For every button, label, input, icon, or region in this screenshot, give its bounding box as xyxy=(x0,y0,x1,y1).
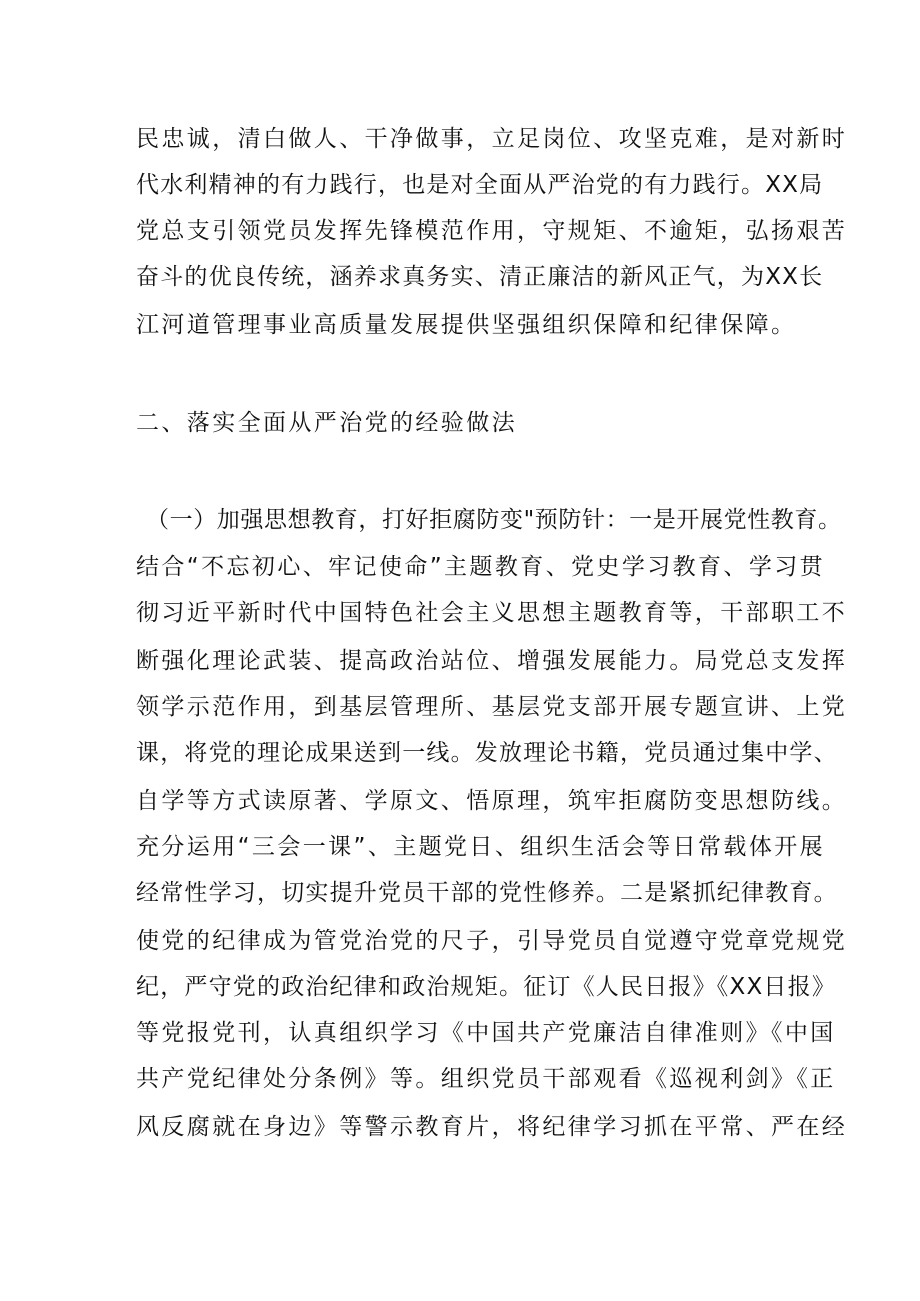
paragraph2-line: 自学等方式读原著、学原文、悟原理，筑牢拒腐防变思想防线。 xyxy=(136,788,848,814)
paragraph2-line: 使党的纪律成为管党治党的尺子，引导党员自觉遵守党章党规党 xyxy=(136,928,848,954)
paragraph2-line: （一）加强思想教育，打好拒腐防变"预防针：一是开展党性教育。 xyxy=(146,507,842,533)
paragraph2-line: 结合“不忘初心、牢记使命”主题教育、党史学习教育、学习贯 xyxy=(136,554,826,580)
paragraph2-line: 共产党纪律处分条例》等。组织党员干部观看《巡视利剑》《正 xyxy=(136,1066,836,1092)
paragraph2-line: 充分运用“三会一课”、主题党日、组织生活会等日常载体开展 xyxy=(136,834,826,860)
paragraph1-line: 党总支引领党员发挥先锋模范作用，守规矩、不逾矩，弘扬艰苦 xyxy=(136,218,848,244)
paragraph2-line: 课，将党的理论成果送到一线。发放理论书籍，党员通过集中学、 xyxy=(136,740,838,766)
paragraph2-line: 断强化理论武装、提高政治站位、增强发展能力。局党总支发挥 xyxy=(136,648,848,674)
paragraph2-line: 等党报党刊，认真组织学习《中国共产党廉洁自律准则》《中国 xyxy=(136,1020,836,1046)
paragraph1-line: 江河道管理事业高质量发展提供坚强组织保障和纪律保障。 xyxy=(136,312,797,338)
paragraph1-line: 民忠诚，清白做人、干净做事，立足岗位、攻坚克难，是对新时 xyxy=(136,126,848,152)
section-heading: 二、落实全面从严治党的经验做法 xyxy=(136,410,517,436)
paragraph2-line: 领学示范作用，到基层管理所、基层党支部开展专题宣讲、上党 xyxy=(136,694,848,720)
paragraph2-line: 彻习近平新时代中国特色社会主义思想主题教育等，干部职工不 xyxy=(136,600,848,626)
paragraph1-line: 奋斗的优良传统，涵养求真务实、清正廉洁的新风正气，为XX长 xyxy=(136,264,824,290)
paragraph1-line: 代水利精神的有力践行，也是对全面从严治党的有力践行。XX局 xyxy=(136,172,824,198)
paragraph2-line: 风反腐就在身边》等警示教育片，将纪律学习抓在平常、严在经 xyxy=(136,1114,848,1140)
paragraph2-line: 经常性学习，切实提升党员干部的党性修养。二是紧抓纪律教育。 xyxy=(136,880,838,906)
paragraph2-line: 纪，严守党的政治纪律和政治规矩。征订《人民日报》《XX日报》 xyxy=(136,974,837,1000)
